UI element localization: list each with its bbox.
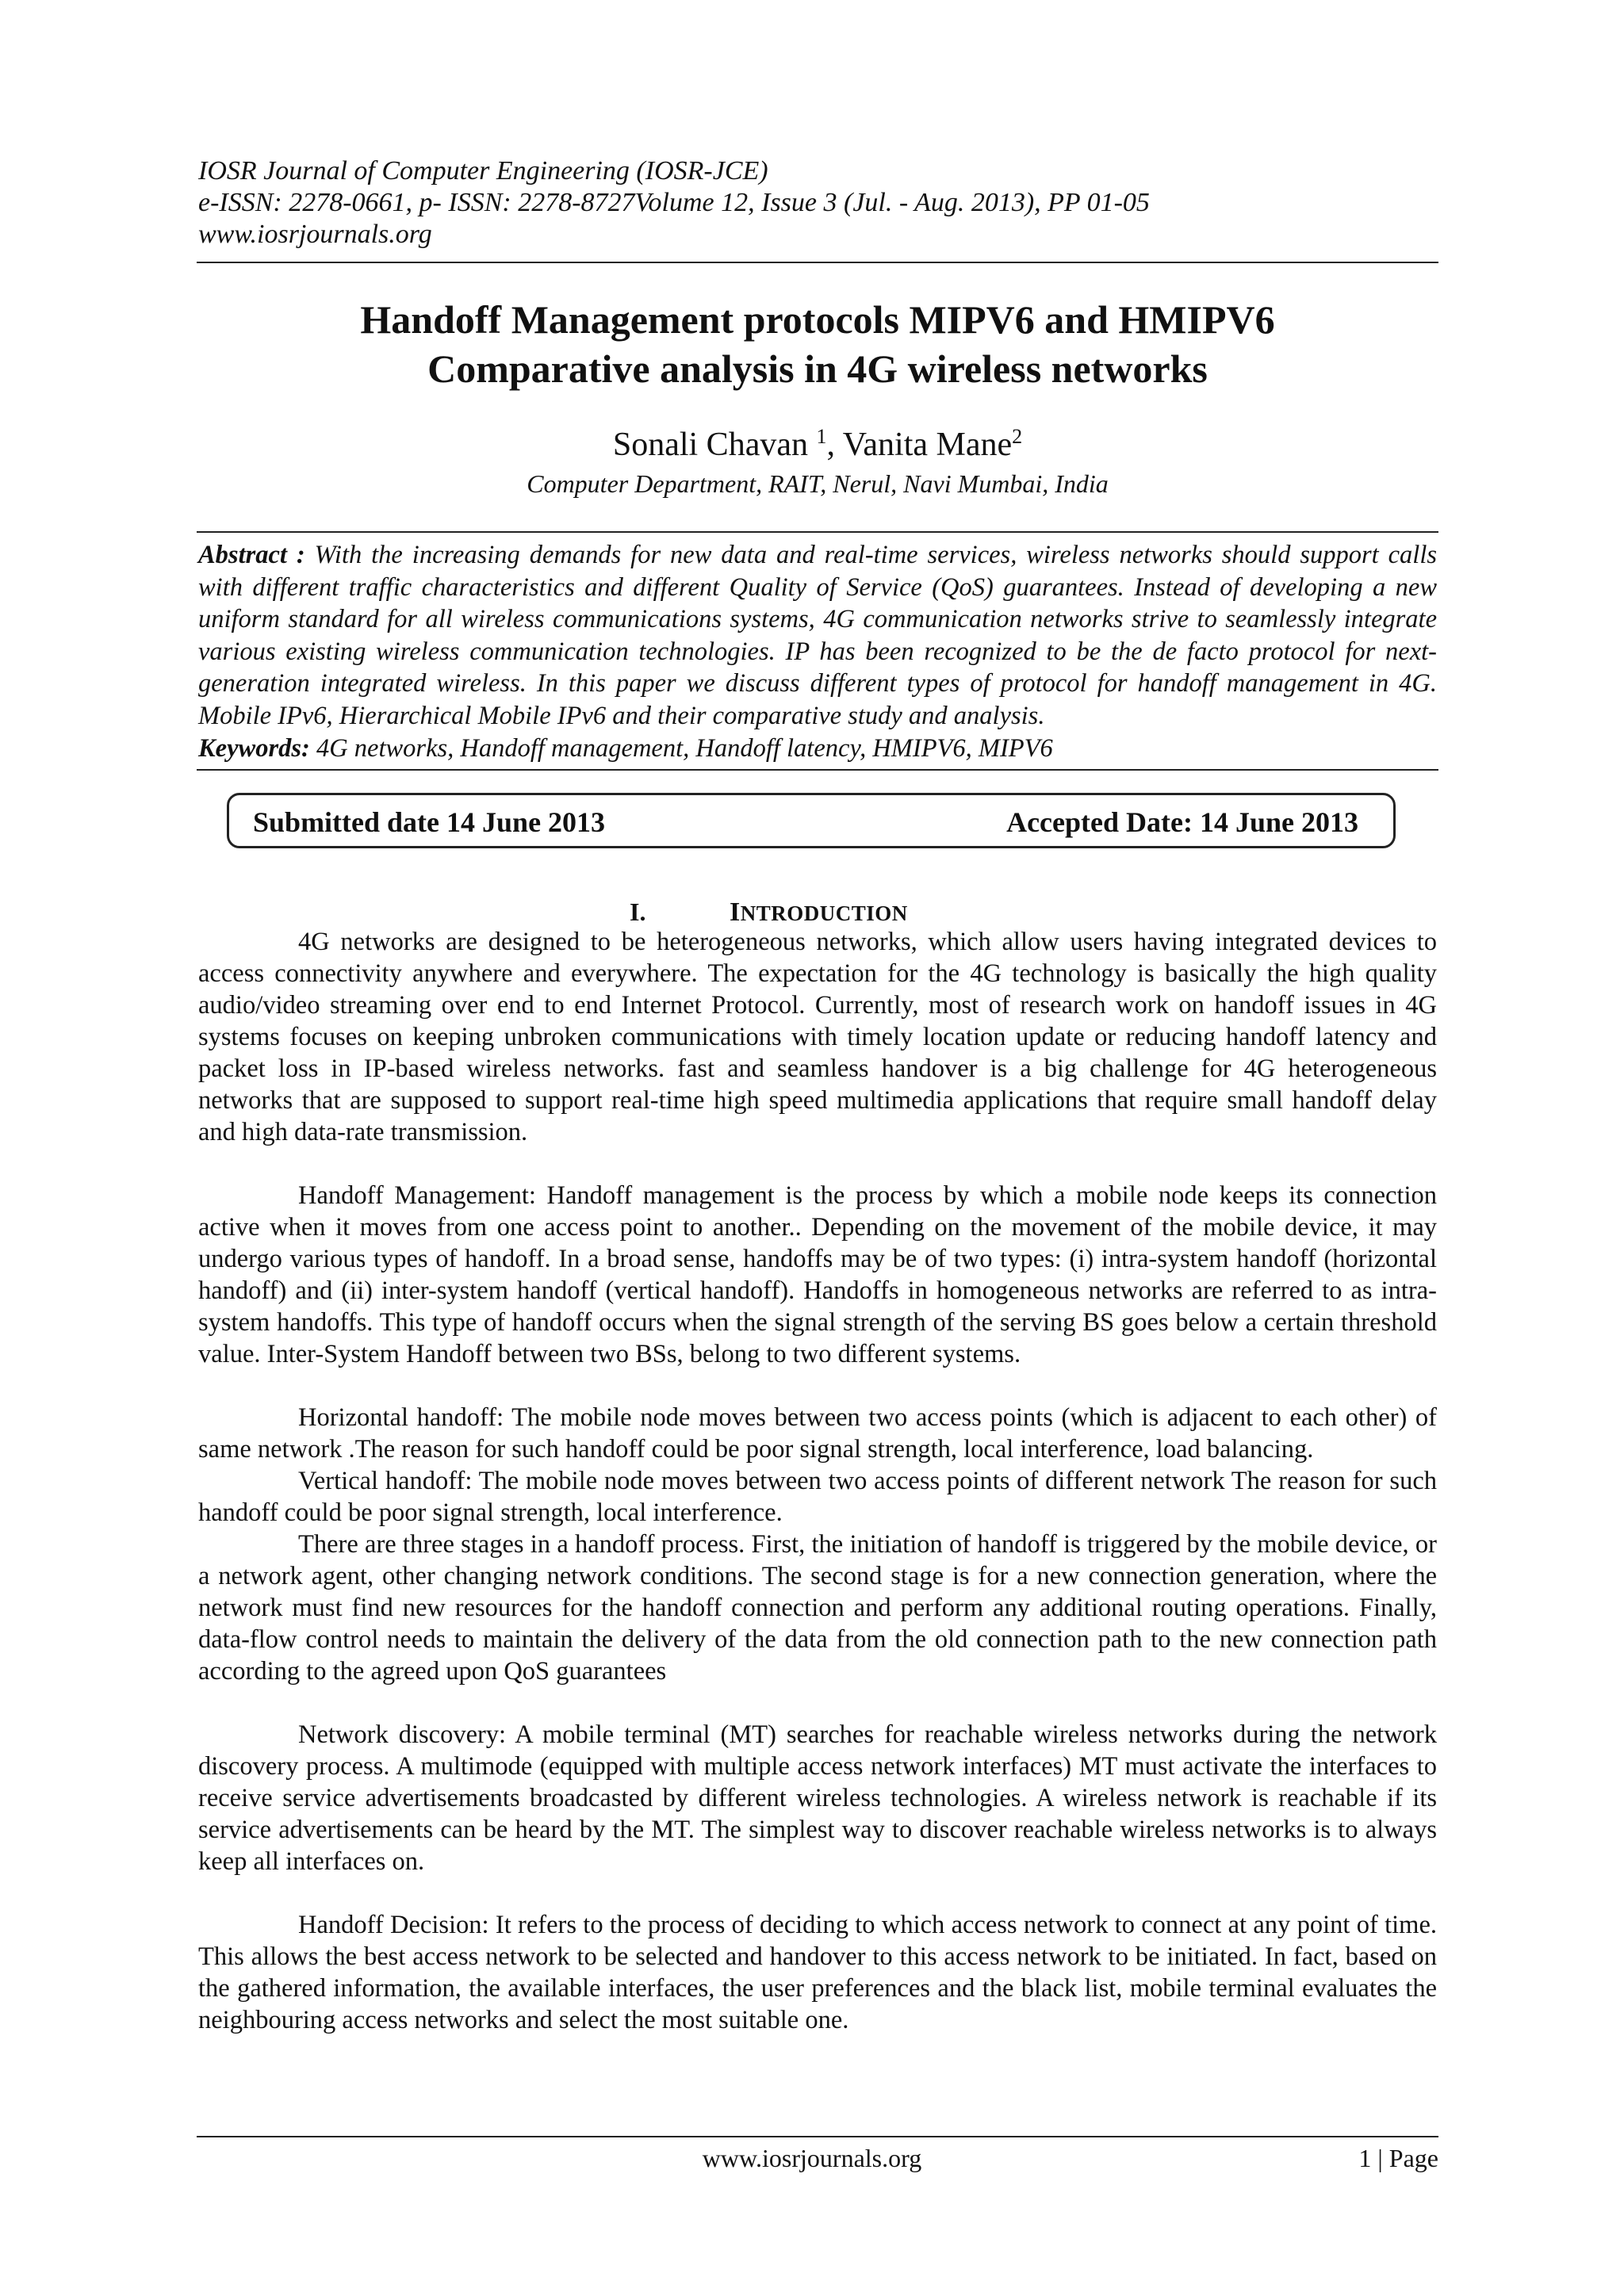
dates-box: [227, 793, 1396, 848]
footer-website[interactable]: www.iosrjournals.org: [702, 2144, 922, 2172]
keywords-text: 4G networks, Handoff management, Handoff latency, HMIPV6, MIPV6: [309, 734, 1053, 763]
keywords: [198, 733, 1437, 765]
affiliation: Computer Department, RAIT, Nerul, Navi Mumbai, India: [527, 469, 1109, 498]
author-list: [197, 417, 1438, 465]
abstract: [198, 539, 1437, 732]
accepted-date: Accepted Date: 14 June 2013: [1006, 806, 1358, 838]
paragraph-vertical-handoff: Vertical handoff: The mobile node moves between two access points of different network The reason for such handoff could be poor signal strength, local interference.: [198, 1467, 1437, 1527]
abstract-text: With the increasing demands for new data and real-time services, wireless networks should support calls with different traffic characteristics and different Quality of Service (QoS) guarantees. Instead of developing a new uniform standard for all wireless communications systems, 4G communication networks strive to seamlessly integrate various existing wireless communication technologies. IP has been recognized to be the de facto protocol for next-generation integrated wireless. In this paper we discuss different types of protocol for handoff management in 4G. Mobile IPv6, Hierarchical Mobile IPv6 and their comparative study and analysis.: [198, 541, 1438, 730]
journal-website[interactable]: www.iosrjournals.org: [198, 220, 432, 249]
keywords-label: Keywords:: [198, 734, 310, 763]
abstract-bottom-rule: [197, 769, 1438, 771]
journal-header: [198, 155, 1435, 251]
section-title-initial: I: [730, 897, 741, 927]
paper-title: [197, 295, 1438, 393]
paragraph-handoff-stages: There are three stages in a handoff process. First, the initiation of handoff is triggered by the mobile device, or a network agent, other changing network conditions. The second stage is for a new connection generation, where the network must find new resources for the handoff connection and perform any additional routing operations. Finally, data-flow control needs to maintain the delivery of the data from the old connection path to the new connection path according to the agreed upon QoS guarantees: [198, 1530, 1437, 1686]
title-line-2: Comparative analysis in 4G wireless networks: [427, 346, 1208, 391]
paragraph-intro: 4G networks are designed to be heterogeneous networks, which allow users having integrated devices to access connectivity anywhere and everywhere. The expectation for the 4G technology is basically the high quality audio/video streaming over end to end Internet Protocol. Currently, most of research work on handoff issues in 4G systems focuses on keeping unbroken communications with timely location update or reducing handoff latency and packet loss in IP-based wireless networks. fast and seamless handover is a big challenge for 4G heterogeneous networks that are supposed to support real-time high speed multimedia applications that require small handoff delay and high data-rate transmission.: [198, 928, 1437, 1146]
paragraph-network-discovery: Network discovery: A mobile terminal (MT) searches for reachable wireless networks during the network discovery process. A multimode (equipped with multiple access network interfaces) MT must activate the interfaces to receive service advertisements broadcasted by different wireless technologies. A wireless network is reachable if its service advertisements can be heard by the MT. The simplest way to discover reachable wireless networks is to always keep all interfaces on.: [198, 1720, 1437, 1876]
paragraph-horizontal-handoff: Horizontal handoff: The mobile node moves between two access points (which is adjacent to each other) of same network .The reason for such handoff could be poor signal strength, local interference, load balancing.: [198, 1403, 1437, 1464]
section-title-rest: NTRODUCTION: [740, 901, 908, 925]
section-title: [730, 896, 908, 929]
body-text: [198, 926, 1437, 2036]
paragraph-handoff-decision: Handoff Decision: It refers to the process of deciding to which access network to connect at any point of time. This allows the best access network to be selected and handover to this access network to be initiated. In fact, based on the gathered information, the available interfaces, the user preferences and the black list, mobile terminal evaluates the neighbouring access networks and select the most suitable one.: [198, 1911, 1437, 2034]
journal-issn: e-ISSN: 2278-0661, p- ISSN: 2278-8727Volume 12, Issue 3 (Jul. - Aug. 2013), PP 01-05: [198, 188, 1150, 217]
author-2: , Vanita Mane: [826, 427, 1013, 463]
journal-name: IOSR Journal of Computer Engineering (IOSR-JCE): [198, 156, 768, 186]
author-1: Sonali Chavan: [612, 427, 817, 463]
paragraph-handoff-management: Handoff Management: Handoff management is the process by which a mobile node keeps its connection active when it moves from one access point to another.. Depending on the movement of the mobile device, it may undergo various types of handoff. In a broad sense, handoffs may be of two types: (i) intra-system handoff (horizontal handoff) and (ii) inter-system handoff (vertical handoff). Handoffs in homogeneous networks are referred to as intra-system handoffs. This type of handoff occurs when the signal strength of the serving BS goes below a certain threshold value. Inter-System Handoff between two BSs, belong to two different systems.: [198, 1181, 1437, 1368]
submitted-date: Submitted date 14 June 2013: [253, 806, 606, 838]
footer-rule: [197, 2136, 1438, 2137]
section-number: I.: [630, 897, 646, 926]
page-number: 1 | Page: [1358, 2144, 1438, 2172]
author-2-affil-mark: 2: [1012, 425, 1023, 448]
abstract-label: Abstract :: [198, 541, 305, 569]
header-rule: [197, 262, 1438, 263]
title-line-1: Handoff Management protocols MIPV6 and HMIPV6: [360, 297, 1275, 342]
author-1-affil-mark: 1: [816, 425, 827, 448]
abstract-top-rule: [197, 531, 1438, 533]
